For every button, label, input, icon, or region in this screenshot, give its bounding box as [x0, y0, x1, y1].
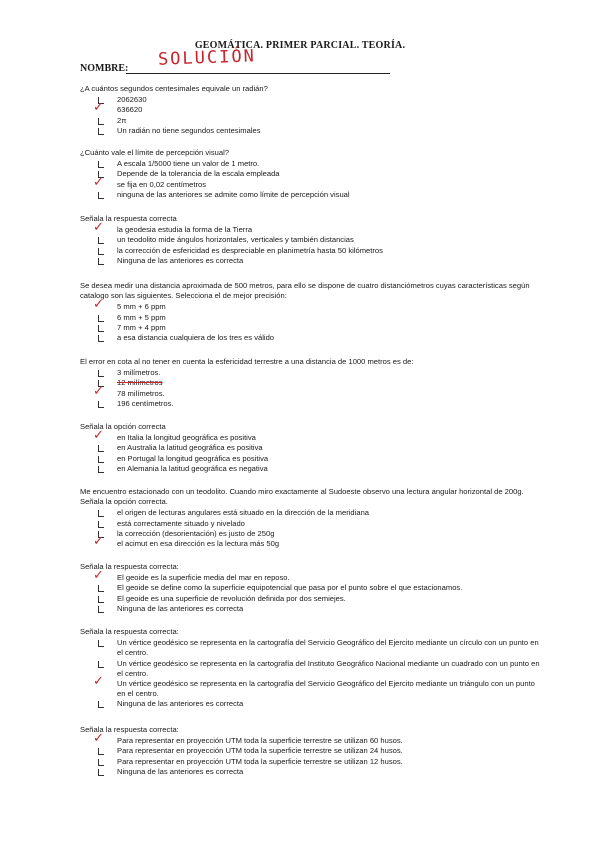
- option[interactable]: a esa distancia cualquiera de los tres es válido: [80, 333, 540, 343]
- question-10: [80, 725, 540, 777]
- checkbox[interactable]: [98, 315, 104, 322]
- check-mark-icon: ✓: [93, 100, 104, 116]
- question-2: [80, 148, 540, 200]
- name-row: [80, 46, 390, 76]
- option[interactable]: en Alemania la latitud geográfica es negativa: [80, 464, 540, 474]
- option[interactable]: Para representar en proyección UTM toda la superficie terrestre se utilizan 24 husos.: [80, 746, 540, 756]
- check-mark-icon: ✓: [93, 534, 104, 550]
- checkbox[interactable]: [98, 585, 104, 592]
- question-stem: Señala la respuesta correcta: [80, 214, 177, 223]
- option-correct[interactable]: ✓ Para representar en proyección UTM toda la superficie terrestre se utilizan 60 husos.: [93, 731, 403, 747]
- name-handwritten: SOLUCIÓN: [157, 46, 257, 70]
- checkbox[interactable]: [98, 466, 104, 473]
- option[interactable]: Depende de la tolerancia de la escala empleada: [80, 169, 540, 179]
- name-underline: [126, 73, 390, 74]
- option[interactable]: Un vértice geodésico se representa en la cartografía del Instituto Geográfico Nacional mediante un cuadrado con un punto en el centro.: [80, 659, 540, 679]
- question-stem: Me encuentro estacionado con un teodolito. Cuando miro exactamente al Sudoeste observo una lectura angular horizontal de 200g. Señala la opción correcta.: [80, 487, 524, 507]
- question-6: [80, 422, 540, 474]
- checkbox[interactable]: [98, 701, 104, 708]
- option-correct[interactable]: ✓ Un vértice geodésico se representa en la cartografía del Servicio Geográfico del Ejercito mediante un triángulo con un punto en el centro.: [93, 674, 535, 699]
- checkbox[interactable]: [98, 237, 104, 244]
- checkbox[interactable]: [98, 456, 104, 463]
- option[interactable]: Ninguna de las anteriores es correcta: [80, 604, 540, 614]
- check-mark-icon: ✓: [93, 674, 104, 690]
- check-mark-icon: ✓: [93, 383, 104, 399]
- question-stem: Se desea medir una distancia aproximada de 500 metros, para ello se dispone de cuatro distanciómetros cuyas características según catalogo son las siguientes. Selecciona el de mejor precisión:: [80, 281, 530, 301]
- option[interactable]: 3 milímetros.: [80, 368, 540, 378]
- checkbox[interactable]: [98, 521, 104, 528]
- question-stem: Señala la respuesta correcta:: [80, 627, 179, 636]
- check-mark-icon: ✓: [93, 568, 104, 584]
- option-correct[interactable]: ✓ 5 mm + 6 ppm: [93, 297, 166, 313]
- checkbox[interactable]: [98, 769, 104, 776]
- name-label: NOMBRE:: [80, 63, 129, 74]
- question-stem: ¿Cuánto vale el límite de percepción visual?: [80, 148, 230, 157]
- option[interactable]: 196 centímetros.: [80, 399, 540, 409]
- checkbox[interactable]: [98, 759, 104, 766]
- checkbox[interactable]: [98, 192, 104, 199]
- check-mark-icon: ✓: [93, 297, 104, 313]
- question-stem: ¿A cuántos segundos centesimales equivale un radián?: [80, 84, 268, 93]
- option[interactable]: Ninguna de las anteriores es correcta: [80, 767, 540, 777]
- option[interactable]: la corrección (desorientación) es justo de 250g: [80, 529, 540, 539]
- question-1: [80, 84, 540, 136]
- checkbox[interactable]: [98, 325, 104, 332]
- option[interactable]: 7 mm + 4 ppm: [80, 323, 540, 333]
- question-7: [80, 487, 540, 549]
- option-correct[interactable]: ✓ la geodesia estudia la forma de la Tierra: [93, 220, 253, 236]
- question-stem: Señala la respuesta correcta:: [80, 562, 179, 571]
- option[interactable]: la corrección de esfericidad es despreciable en planimetría hasta 50 kilómetros: [80, 246, 540, 256]
- option[interactable]: está correctamente situado y nivelado: [80, 519, 540, 529]
- option[interactable]: 12 milímetros: [80, 378, 540, 388]
- option[interactable]: en Australia la latitud geográfica es positiva: [80, 443, 540, 453]
- checkbox[interactable]: [98, 248, 104, 255]
- checkbox[interactable]: [98, 445, 104, 452]
- option[interactable]: Un radián no tiene segundos centesimales: [80, 126, 540, 136]
- checkbox[interactable]: [98, 640, 104, 647]
- option[interactable]: el origen de lecturas angulares está situado en la dirección de la meridiana: [80, 508, 540, 518]
- checkbox[interactable]: [98, 510, 104, 517]
- page-title: GEOMÁTICA. PRIMER PARCIAL. TEORÍA.: [194, 40, 406, 51]
- check-mark-icon: ✓: [93, 220, 104, 236]
- option[interactable]: Un vértice geodésico se representa en la cartografía del Servicio Geográfico del Ejercito mediante un círculo con un punto en el centro.: [80, 638, 540, 658]
- option[interactable]: El geoide se define como la superficie equipotencial que pasa por el punto sobre el que estacionamos.: [80, 583, 540, 593]
- question-4: [80, 281, 540, 343]
- option-correct[interactable]: ✓ se fija en 0,02 centímetros: [93, 174, 207, 190]
- option-correct[interactable]: ✓ en Italia la longitud geográfica es positiva: [93, 428, 256, 444]
- question-5: [80, 357, 540, 409]
- option-correct[interactable]: ✓ 636620: [93, 100, 143, 116]
- question-stem: Señala la opción correcta: [80, 422, 166, 431]
- question-stem: Señala la respuesta correcta:: [80, 725, 179, 734]
- checkbox[interactable]: [98, 335, 104, 342]
- option[interactable]: en Portugal la longitud geográfica es positiva: [80, 454, 540, 464]
- checkbox[interactable]: [98, 661, 104, 668]
- option[interactable]: El geoide es una superficie de revolución definida por dos semiejes.: [80, 594, 540, 604]
- option[interactable]: 2062630: [80, 95, 540, 105]
- checkbox[interactable]: [98, 370, 104, 377]
- question-3: [80, 214, 540, 266]
- checkbox[interactable]: [98, 128, 104, 135]
- checkbox[interactable]: [98, 161, 104, 168]
- checkbox[interactable]: [98, 258, 104, 265]
- check-mark-icon: ✓: [93, 731, 104, 747]
- checkbox[interactable]: [98, 606, 104, 613]
- option-correct[interactable]: ✓ el acimut en esa dirección es la lectura más 50g: [93, 534, 280, 550]
- checkbox[interactable]: [98, 118, 104, 125]
- question-9: [80, 627, 540, 710]
- option[interactable]: un teodolito mide ángulos horizontales, verticales y también distancias: [80, 235, 540, 245]
- option-correct[interactable]: ✓ El geoide es la superficie media del mar en reposo.: [93, 568, 290, 584]
- option-correct[interactable]: ✓ 78 milímetros.: [93, 383, 165, 399]
- option[interactable]: ninguna de las anteriores se admite como límite de percepción visual: [80, 190, 540, 200]
- check-mark-icon: ✓: [93, 174, 104, 190]
- option[interactable]: Para representar en proyección UTM toda la superficie terrestre se utilizan 12 husos.: [80, 757, 540, 767]
- checkbox[interactable]: [98, 401, 104, 408]
- question-stem: El error en cota al no tener en cuenta la esfericidad terrestre a una distancia de 1000 metros es de:: [80, 357, 414, 366]
- option[interactable]: 2π: [80, 116, 540, 126]
- question-8: [80, 562, 540, 614]
- checkbox[interactable]: [98, 748, 104, 755]
- option[interactable]: A escala 1/5000 tiene un valor de 1 metro.: [80, 159, 540, 169]
- option[interactable]: Ninguna de las anteriores es correcta: [80, 699, 540, 709]
- option[interactable]: Ninguna de las anteriores es correcta: [80, 256, 540, 266]
- checkbox[interactable]: [98, 596, 104, 603]
- check-mark-icon: ✓: [93, 428, 104, 444]
- option[interactable]: 6 mm + 5 ppm: [80, 313, 540, 323]
